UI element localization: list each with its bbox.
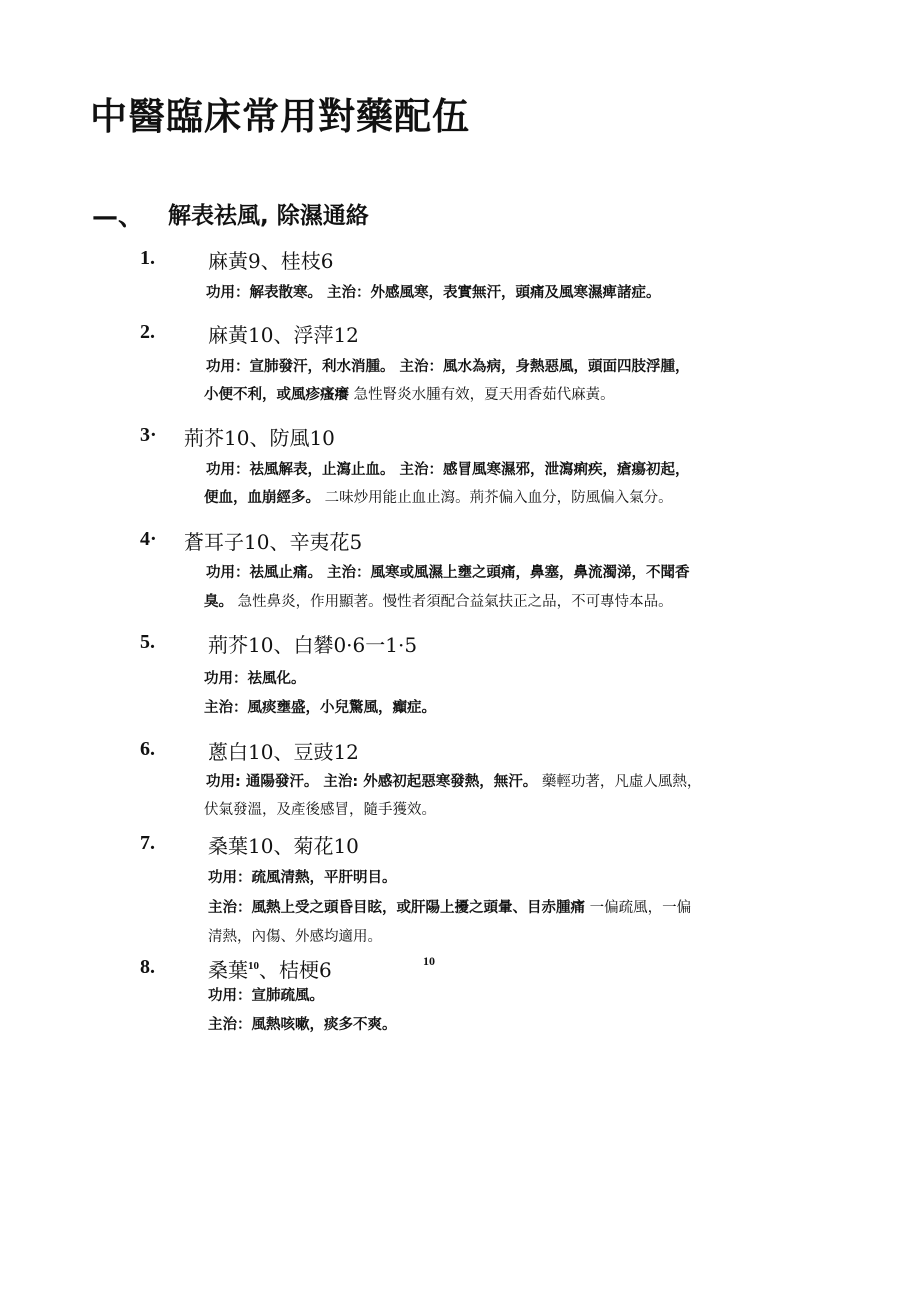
- description-line: [208, 984, 324, 1005]
- description-line: [204, 798, 436, 819]
- description-line: [208, 925, 382, 946]
- description-bold: 臭。: [204, 594, 233, 610]
- item-number: 1.: [140, 247, 155, 269]
- item-number: 3·: [140, 424, 157, 446]
- herb-pair-superscript: 10: [248, 960, 259, 972]
- herb-pair: 蒼耳子10、辛夷花5: [184, 530, 363, 554]
- item-number: 2.: [140, 321, 155, 343]
- item-number: 7.: [140, 832, 155, 854]
- herb-pair: 麻黃10、浮萍12: [208, 323, 359, 347]
- description-text: 伏氣發溫，及產後感冒，隨手獲效。: [204, 802, 436, 818]
- stray-number: 10: [423, 954, 435, 968]
- herb-pair-rest: 、桔梗6: [259, 958, 332, 982]
- description-text: 清熱，內傷、外感均適用。: [208, 929, 382, 945]
- section-number: —、: [92, 202, 145, 232]
- description-text: 急性鼻炎，作用顯著。慢性者須配合益氣扶正之品，不可專恃本品。: [233, 594, 673, 610]
- section-title: 解表祛風, 除濕通絡: [168, 203, 369, 229]
- herb-pair: 荊芥10、防風10: [184, 426, 335, 450]
- item-number: 8.: [140, 956, 155, 978]
- herb-pair-first: 桑葉: [208, 958, 248, 982]
- herb-pair: 荊芥10、白礬0·6一1·5: [208, 633, 418, 657]
- description-line: [204, 486, 673, 507]
- page-title: 中醫臨床常用對藥配伍: [90, 95, 470, 138]
- description-bold: 小便不利，或風疹瘙癢: [204, 387, 349, 403]
- description-line: [208, 896, 691, 917]
- description-line: [208, 1013, 397, 1034]
- description-bold: 功用: 通陽發汗。 主治: 外感初起惡寒發熱，無汗。: [206, 774, 538, 790]
- description-bold: 功用：宣肺發汗，利水消腫。 主治：風水為病，身熱惡風，頭面四肢浮腫，: [206, 359, 690, 375]
- description-bold: 功用：疏風清熱，平肝明目。: [208, 870, 397, 886]
- description-text: 急性腎炎水腫有效，夏天用香茹代麻黃。: [349, 387, 615, 403]
- herb-pair: 麻黃9、桂枝6: [208, 249, 334, 273]
- description-bold: 主治：風熱咳嗽，痰多不爽。: [208, 1017, 397, 1033]
- description-bold: 便血，血崩經多。: [204, 490, 320, 506]
- item-number: 6.: [140, 738, 155, 760]
- description-line: [204, 383, 615, 404]
- herb-pair: 蔥白10、豆豉12: [208, 740, 359, 764]
- description-line: [204, 590, 673, 611]
- description-bold: 功用：祛風解表，止瀉止血。 主治：感冒風寒濕邪，泄瀉痢疾，瘡瘍初起，: [206, 462, 690, 478]
- item-number: 5.: [140, 631, 155, 653]
- description-text: 一偏疏風，一偏: [585, 900, 692, 916]
- description-bold: 主治：風熱上受之頭昏目眩，或肝陽上擾之頭暈、目赤腫痛: [208, 900, 585, 916]
- description-bold: 功用：祛風化。: [204, 671, 306, 687]
- description-text: 二味炒用能止血止瀉。荊芥偏入血分，防風偏入氣分。: [320, 490, 673, 506]
- description-line: [204, 667, 306, 688]
- description-bold: 功用：宣肺疏風。: [208, 988, 324, 1004]
- description-bold: 主治：風痰壅盛，小兒驚風，癲症。: [204, 700, 436, 716]
- description-line: [206, 281, 661, 302]
- description-bold: 功用：祛風止痛。 主治：風寒或風濕上壅之頭痛，鼻塞，鼻流濁涕，不聞香: [206, 565, 690, 581]
- description-line: [204, 696, 436, 717]
- herb-pair: [208, 954, 332, 983]
- description-line: [206, 561, 690, 582]
- item-number: 4·: [140, 528, 157, 550]
- description-line: [208, 866, 397, 887]
- description-line: [206, 458, 690, 479]
- description-line: [206, 355, 690, 376]
- description-bold: 功用：解表散寒。 主治：外感風寒，表實無汗，頭痛及風寒濕痺諸症。: [206, 285, 661, 301]
- herb-pair: 桑葉10、菊花10: [208, 834, 359, 858]
- description-text: 藥輕功著，凡虛人風熱，: [537, 774, 702, 790]
- description-line: [206, 770, 701, 791]
